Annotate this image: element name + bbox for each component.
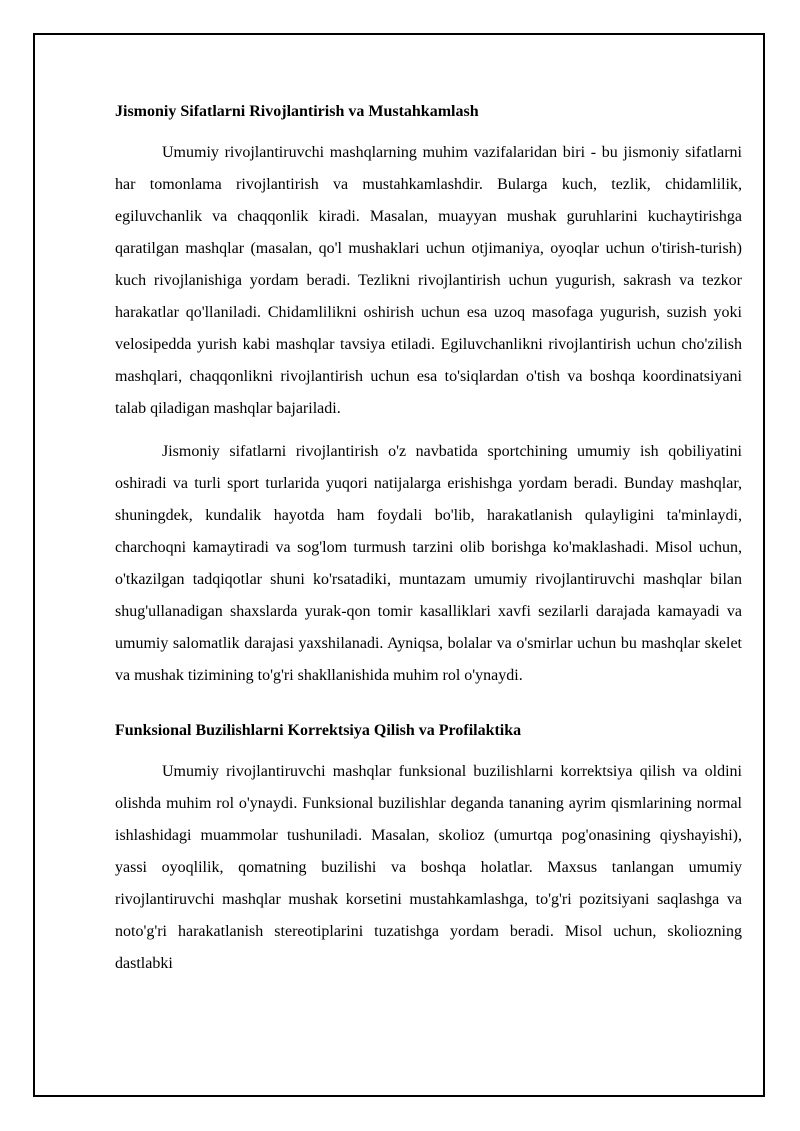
paragraph-physical-qualities-1: Umumiy rivojlantiruvchi mashqlarning muhim vazifalaridan biri - bu jismoniy sifatlarni har tomonlama rivojlantirish va mustahkamlashdir. Bularga kuch, tezlik, chidamlilik, egiluvchanlik va chaqqonlik kiradi. Masalan, muayyan mushak guruhlarini kuchaytirishga qaratilgan mashqlar (masalan, qo'l mushaklari uchun otjimaniya, oyoqlar uchun o'tirish-turish) kuch rivojlanishiga yordam beradi. Tezlikni rivojlantirish uchun yugurish, sakrash va tezkor harakatlar qo'llaniladi. Chidamlilikni oshirish uchun esa uzoq masofaga yugurish, suzish yoki velosipedda yurish kabi mashqlar tavsiya etiladi. Egiluvchanlikni rivojlantirish uchun cho'zilish mashqlari, chaqqonlikni rivojlantirish uchun esa to'siqlardan o'tish va boshqa koordinatsiyani talab qiladigan mashqlar bajariladi.	[115, 144, 742, 417]
document-body	[115, 97, 742, 980]
section-heading-functional-disorders: Funksional Buzilishlarni Korrektsiya Qilish va Profilaktika	[115, 722, 522, 739]
paragraph-functional-disorders-1: Umumiy rivojlantiruvchi mashqlar funksional buzilishlarni korrektsiya qilish va oldini olishda muhim rol o'ynaydi. Funksional buzilishlar deganda tananing ayrim qismlarining normal ishlashidagi muammolar tushuniladi. Masalan, skolioz (umurtqa pog'onasining qiyshayishi), yassi oyoqlilik, qomatning buzilishi va boshqa holatlar. Maxsus tanlangan umumiy rivojlantiruvchi mashqlar mushak korsetini mustahkamlashga, to'g'ri pozitsiyani saqlashga va noto'g'ri harakatlanish stereotiplarini tuzatishga yordam beradi. Misol uchun, skoliozning dastlabki	[115, 763, 742, 972]
paragraph-physical-qualities-2: Jismoniy sifatlarni rivojlantirish o'z navbatida sportchining umumiy ish qobiliyatini oshiradi va turli sport turlarida yuqori natijalarga erishishga yordam beradi. Bunday mashqlar, shuningdek, kundalik hayotda ham foydali bo'lib, harakatlanish qulayligini ta'minlaydi, charchoqni kamaytiradi va sog'lom turmush tarzini olib borishga ko'maklashadi. Misol uchun, o'tkazilgan tadqiqotlar shuni ko'rsatadiki, muntazam umumiy rivojlantiruvchi mashqlar bilan shug'ullanadigan shaxslarda yurak-qon tomir kasalliklari xavfi sezilarli darajada kamayadi va umumiy salomatlik darajasi yaxshilanadi. Ayniqsa, bolalar va o'smirlar uchun bu mashqlar skelet va mushak tizimining to'g'ri shakllanishida muhim rol o'ynaydi.	[115, 443, 742, 684]
section-heading-physical-qualities: Jismoniy Sifatlarni Rivojlantirish va Mustahkamlash	[115, 103, 479, 120]
